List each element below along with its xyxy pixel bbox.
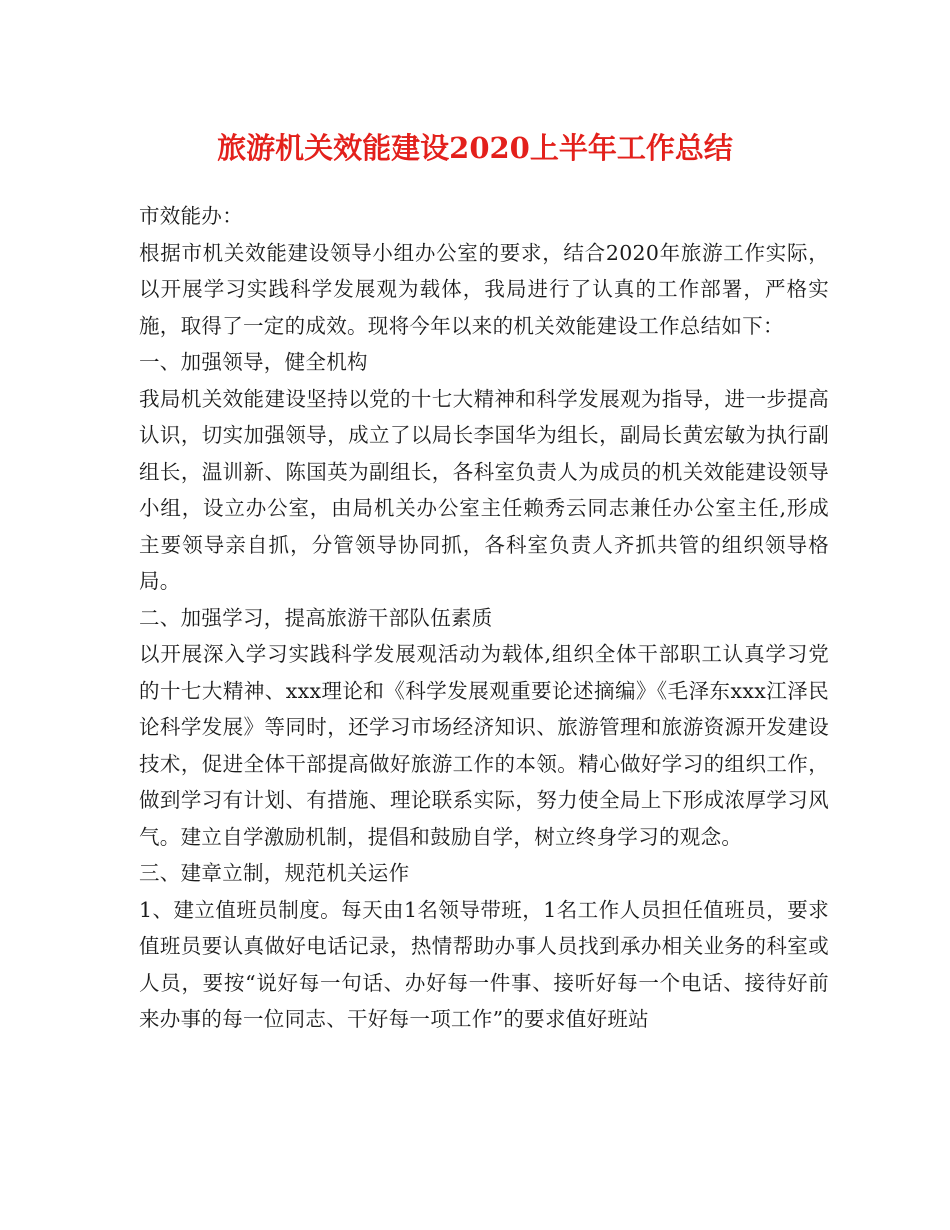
section-heading-3: 三、建章立制，规范机关运作 <box>139 861 410 885</box>
section-heading-2: 二、加强学习，提高旅游干部队伍素质 <box>139 605 493 630</box>
document-title: 旅游机关效能建设2020上半年工作总结 <box>217 131 733 165</box>
document-body <box>139 198 829 1038</box>
section-heading-1: 一、加强领导，健全机构 <box>139 350 368 374</box>
salutation: 市效能办： <box>139 204 243 228</box>
paragraph-section-3-item-1: 1、建立值班员制度。每天由1名领导带班，1名工作人员担任值班员，要求值班员要认真做好电话记录，热情帮助办事人员找到承办相关业务的科室或人员，要按“说好每一句话、办好每一件事、接听好每一个电话、接待好前来办事的每一位同志、干好每一项工作”的要求值好班站 <box>139 897 829 1031</box>
paragraph-section-2: 以开展深入学习实践科学发展观活动为载体,组织全体干部职工认真学习党的十七大精神、xxx理论和《科学发展观重要论述摘编》《毛泽东xxx江泽民论科学发展》等同时，还学习市场经济知识、旅游管理和旅游资源开发建设技术，促进全体干部提高做好旅游工作的本领。精心做好学习的组织工作，做到学习有计划、有措施、理论联系实际，努力使全局上下形成浓厚学习风气。建立自学激励机制，提倡和鼓励自学，树立终身学习的观念。 <box>139 642 829 849</box>
paragraph-intro: 根据市机关效能建设领导小组办公室的要求，结合2020年旅游工作实际，以开展学习实践科学发展观为载体，我局进行了认真的工作部署，严格实施，取得了一定的成效。现将今年以来的机关效能建设工作总结如下： <box>139 240 829 338</box>
paragraph-section-1: 我局机关效能建设坚持以党的十七大精神和科学发展观为指导，进一步提高认识，切实加强领导，成立了以局长李国华为组长，副局长黄宏敏为执行副组长，温训新、陈国英为副组长，各科室负责人为成员的机关效能建设领导小组，设立办公室，由局机关办公室主任赖秀云同志兼任办公室主任,形成主要领导亲自抓，分管领导协同抓，各科室负责人齐抓共管的组织领导格局。 <box>139 386 829 593</box>
